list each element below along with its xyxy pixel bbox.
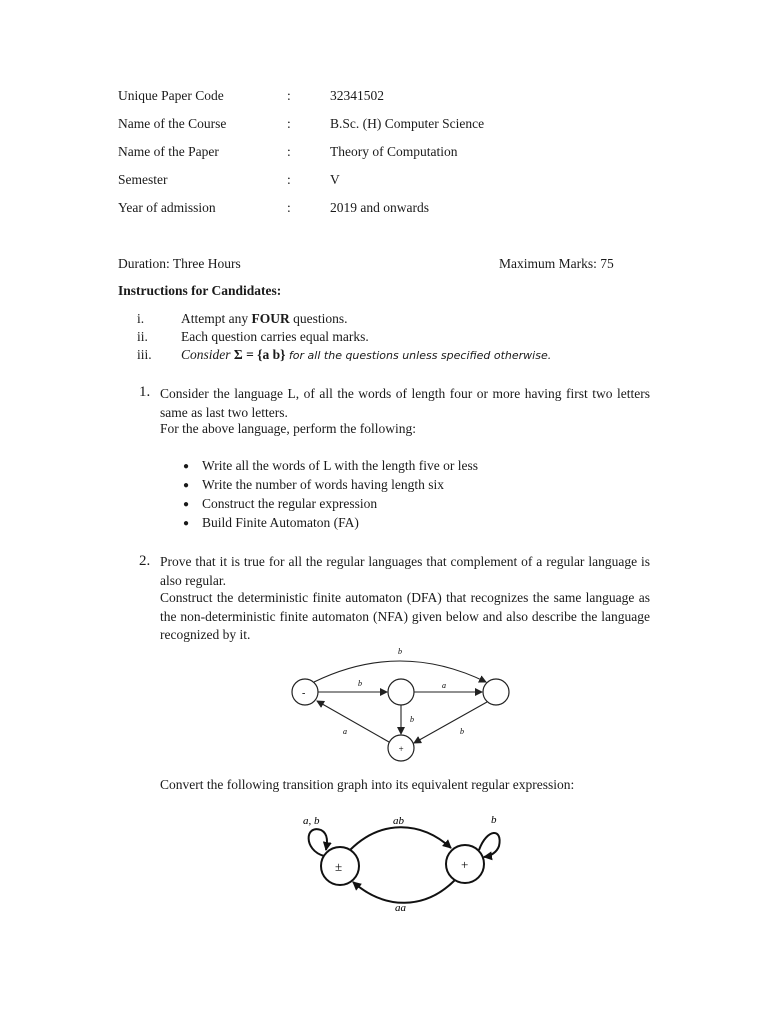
tg-edge-bottom-label: aa (395, 902, 406, 914)
tg-left-state-label: ± (335, 859, 343, 874)
meta-colon: : (287, 88, 291, 103)
max-marks: Maximum Marks: 75 (499, 256, 614, 271)
sigma-definition: Σ = {a b} (233, 347, 286, 362)
instruction-emphasis: FOUR (251, 311, 290, 326)
meta-colon: : (287, 200, 291, 215)
instruction-text: for all the questions unless specified otherwise. (285, 349, 552, 362)
tg-loop-left-label: a, b (303, 815, 320, 827)
bullet-icon: ● (183, 461, 190, 472)
meta-colon: : (287, 172, 291, 187)
meta-value: V (330, 172, 340, 187)
nfa-edge-label: b (398, 647, 402, 656)
instructions-heading: Instructions for Candidates: (118, 283, 282, 298)
bullet-icon: ● (183, 499, 190, 510)
question-number: 2. (139, 553, 151, 569)
meta-label: Unique Paper Code (118, 88, 224, 103)
nfa-middle-state (388, 679, 414, 705)
instruction-item (181, 347, 551, 363)
bullet-icon: ● (183, 518, 190, 529)
instruction-text: Attempt any (181, 311, 252, 326)
question-number: 1. (139, 384, 151, 400)
tg-edge-bottom (353, 880, 455, 903)
nfa-final-label: + (398, 744, 405, 754)
tg-edge-top-label: ab (393, 815, 404, 827)
transition-graph (295, 810, 515, 920)
instruction-text: Consider (181, 347, 234, 362)
tg-loop-left (309, 829, 327, 856)
nfa-edge-label: b (460, 727, 464, 736)
meta-value: Theory of Computation (330, 144, 458, 159)
question-text: For the above language, perform the following: (160, 421, 417, 436)
question-text: Consider the language L, of all the words of length four or more having first two letters same as last two letters. (160, 386, 650, 420)
tg-edge-top (350, 827, 451, 850)
nfa-edge-label: b (358, 679, 362, 688)
instruction-number: iii. (137, 347, 152, 362)
bullet-item: Build Finite Automaton (FA) (202, 515, 359, 530)
nfa-start-label: - (302, 688, 306, 699)
instruction-number: i. (137, 311, 145, 326)
nfa-edge-label: a (343, 727, 347, 736)
meta-value: 2019 and onwards (330, 200, 429, 215)
meta-label: Semester (118, 172, 168, 187)
instruction-number: ii. (137, 329, 148, 344)
question-text: Construct the deterministic finite automaton (DFA) that recognizes the same language as the non-deterministic finite automaton (NFA) given below and also describe the language recognized by it. (160, 590, 650, 642)
meta-label: Year of admission (118, 200, 216, 215)
nfa-edge (317, 701, 389, 742)
question-text: Prove that it is true for all the regular languages that complement of a regular language is also regular. (160, 554, 650, 588)
duration: Duration: Three Hours (118, 256, 241, 271)
nfa-right-state (483, 679, 509, 705)
meta-label: Name of the Course (118, 116, 227, 131)
bullet-item: Write all the words of L with the length five or less (202, 458, 479, 473)
nfa-edge (414, 702, 487, 743)
instruction-item (181, 311, 348, 327)
question-text: Convert the following transition graph into its equivalent regular expression: (160, 777, 575, 792)
bullet-item: Construct the regular expression (202, 496, 378, 511)
instruction-text: questions. (289, 311, 348, 326)
meta-colon: : (287, 116, 291, 131)
tg-loop-right (479, 833, 500, 857)
nfa-edge-label: b (410, 715, 414, 724)
tg-loop-right-label: b (491, 814, 497, 826)
meta-colon: : (287, 144, 291, 159)
meta-label: Name of the Paper (118, 144, 219, 159)
instruction-item: Each question carries equal marks. (181, 329, 369, 344)
tg-right-state-label: + (461, 857, 469, 872)
nfa-diagram (280, 640, 530, 770)
nfa-edge-label: a (442, 681, 446, 690)
bullet-icon: ● (183, 480, 190, 491)
meta-value: 32341502 (330, 88, 384, 103)
bullet-item: Write the number of words having length six (202, 477, 445, 492)
meta-value: B.Sc. (H) Computer Science (330, 116, 485, 131)
